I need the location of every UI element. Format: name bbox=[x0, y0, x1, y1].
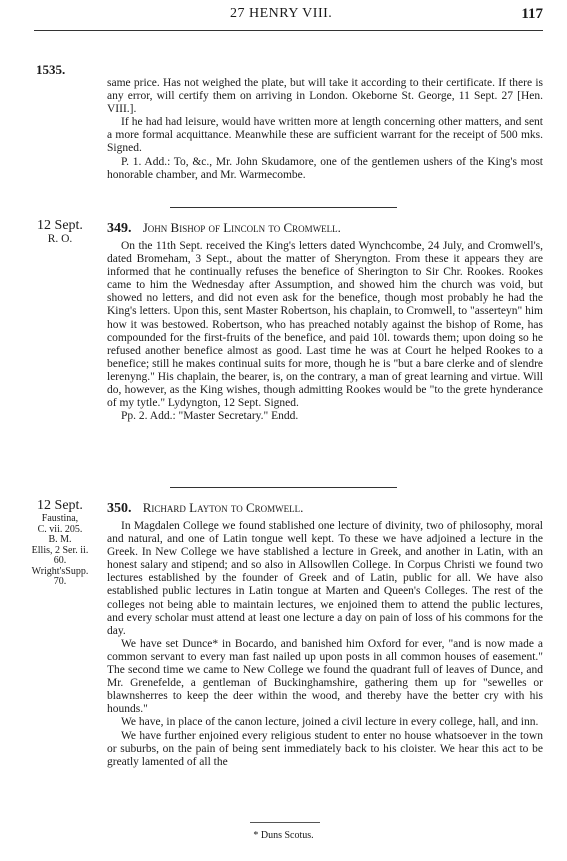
entry-350-margin bbox=[20, 500, 100, 588]
entry-350-ref-6: Wright'sSupp. bbox=[31, 565, 89, 577]
entry-349-margin bbox=[20, 220, 100, 245]
entry-350-ref-5: 60. bbox=[53, 555, 67, 566]
section-divider bbox=[170, 487, 397, 488]
footnote-rule bbox=[250, 822, 320, 823]
entry-349-text bbox=[107, 240, 543, 423]
page-number: 117 bbox=[521, 6, 543, 22]
entry-349-title: John Bishop of Lincoln to Cromwell. bbox=[142, 220, 341, 235]
entry-350-number: 350. bbox=[107, 501, 132, 516]
entry-350-heading bbox=[107, 500, 303, 517]
entry-349-ref: R. O. bbox=[47, 233, 73, 245]
entry-350-paragraph-4: We have further enjoined every religious student to enter no house whatsoever in the town or suburbs, on the pain of being sent immediately back to his cloister. We hear this act to be greatly lamented of all the bbox=[107, 729, 543, 768]
header-rule bbox=[34, 30, 543, 31]
intro-paragraph-2: If he had had leisure, would have written more at length concerning other matters, and sent a more formal acquittance. Meanwhile these are sufficient warrant for the receipt of 500 mks. Signed. bbox=[107, 116, 543, 155]
intro-paragraph-1: same price. Has not weighed the plate, but will take it according to their certificate. If there is any error, will certify them on arriving in London. Okeborne St. George, 11 Sept. 27 [Hen. VIII.]. bbox=[107, 77, 543, 116]
entry-349-date: 12 Sept. bbox=[37, 218, 83, 233]
entry-350-ref-2: C. vii. 205. bbox=[37, 523, 83, 535]
entry-349-heading bbox=[107, 220, 341, 237]
entry-350-paragraph-1: In Magdalen College we found stablished one lecture of divinity, two of philosophy, moral and natural, and one of Latin tongue well kept. To these we have adjoined a lecture in the Greek. In New College we have stablished a lecture in Greek, and another in Latin, with an honest salary and stipend; and so also in Allsowllen College. In Corpus Christi we found two lectures established by the founder of Greek and of Latin, public for all. We have also established public lectures in Latin tongue at Marten and Queen's Colleges. The rest of the colleges not being able to maintain lectures, we enjoined them to attend the public lectures, and every scholar must attend at least one lecture a day on pain of loss of his commons for the day. bbox=[107, 520, 543, 637]
entry-350-title: Richard Layton to Cromwell. bbox=[142, 500, 304, 515]
entry-349-paragraph-2: Pp. 2. Add.: "Master Secretary." Endd. bbox=[121, 410, 299, 423]
entry-350-text bbox=[107, 520, 543, 769]
entry-350-paragraph-2: We have set Dunce* in Bocardo, and banished him Oxford for ever, "and is now made a common servant to every man fast nailed up upon posts in all common houses of easement." The second time we came to New College we found the quadrant full of leaves of Dunce, and Mr. Grenefelde, a gentleman of Buckinghamshire, gathering them up for "sewelles or blawnsherres to keep the deer within the wood, and thereby have the better cry with his hounds." bbox=[107, 637, 543, 716]
entry-350-paragraph-3: We have, in place of the canon lecture, joined a civil lecture in every college, hall, and inn. bbox=[121, 716, 539, 729]
entry-349-paragraph-1: On the 11th Sept. received the King's letters dated Wynchcombe, 24 July, and Cromwell's, dated Bromeham, 3 Sept., about the matter of Sheryngton. From these it appears they are informed that he continually refuses the benefice of Sherington to Sir Chr. Rookes. Rookes came to him the Wednesday after Assumption, and showed him the church was void, but showed no letters, and did not even ask for the benefice, though most probably he had the King's letters. Upon this, sent Master Robertson, his chaplain, to Cromwell, to "asserteyn" him how it was bestowed. Robertson, who has preached notably against the bishop of Rome, has compounded for the first-fruits of the benefice, and paid 10l. towards them; upon doing so he refused another benefice almost as good. Last time he was at Court he helped Rookes to a benefice; still he makes continual suits for more, though he is "but a bare clerke and of slendre lerenyng." His chaplain, the bearer, is, on the contrary, a man of great learning and virtue. Will do, however, as the King wishes, though admitting Rookes would be "to the grete hynderance of my tytle." Lydyngton, 12 Sept. Signed. bbox=[107, 240, 543, 410]
running-title: 27 HENRY VIII. bbox=[230, 6, 333, 21]
section-divider bbox=[170, 207, 397, 208]
intro-paragraph-3: P. 1. Add.: To, &c., Mr. John Skudamore, one of the gentlemen ushers of the King's most honorable chamber, and Mr. Warmecombe. bbox=[107, 155, 543, 181]
entry-350-ref-3: B. M. bbox=[48, 534, 72, 545]
entry-350-ref-4: Ellis, 2 Ser. ii. bbox=[31, 544, 89, 556]
entry-350-ref-1: Faustina, bbox=[41, 513, 79, 524]
entry-350-ref-7: 70. bbox=[53, 576, 67, 587]
year-marker: 1535. bbox=[36, 62, 66, 77]
intro-text bbox=[107, 77, 543, 182]
entry-349-number: 349. bbox=[107, 221, 132, 236]
footnote: * Duns Scotus. bbox=[253, 830, 314, 841]
entry-350-date: 12 Sept. bbox=[37, 498, 83, 513]
